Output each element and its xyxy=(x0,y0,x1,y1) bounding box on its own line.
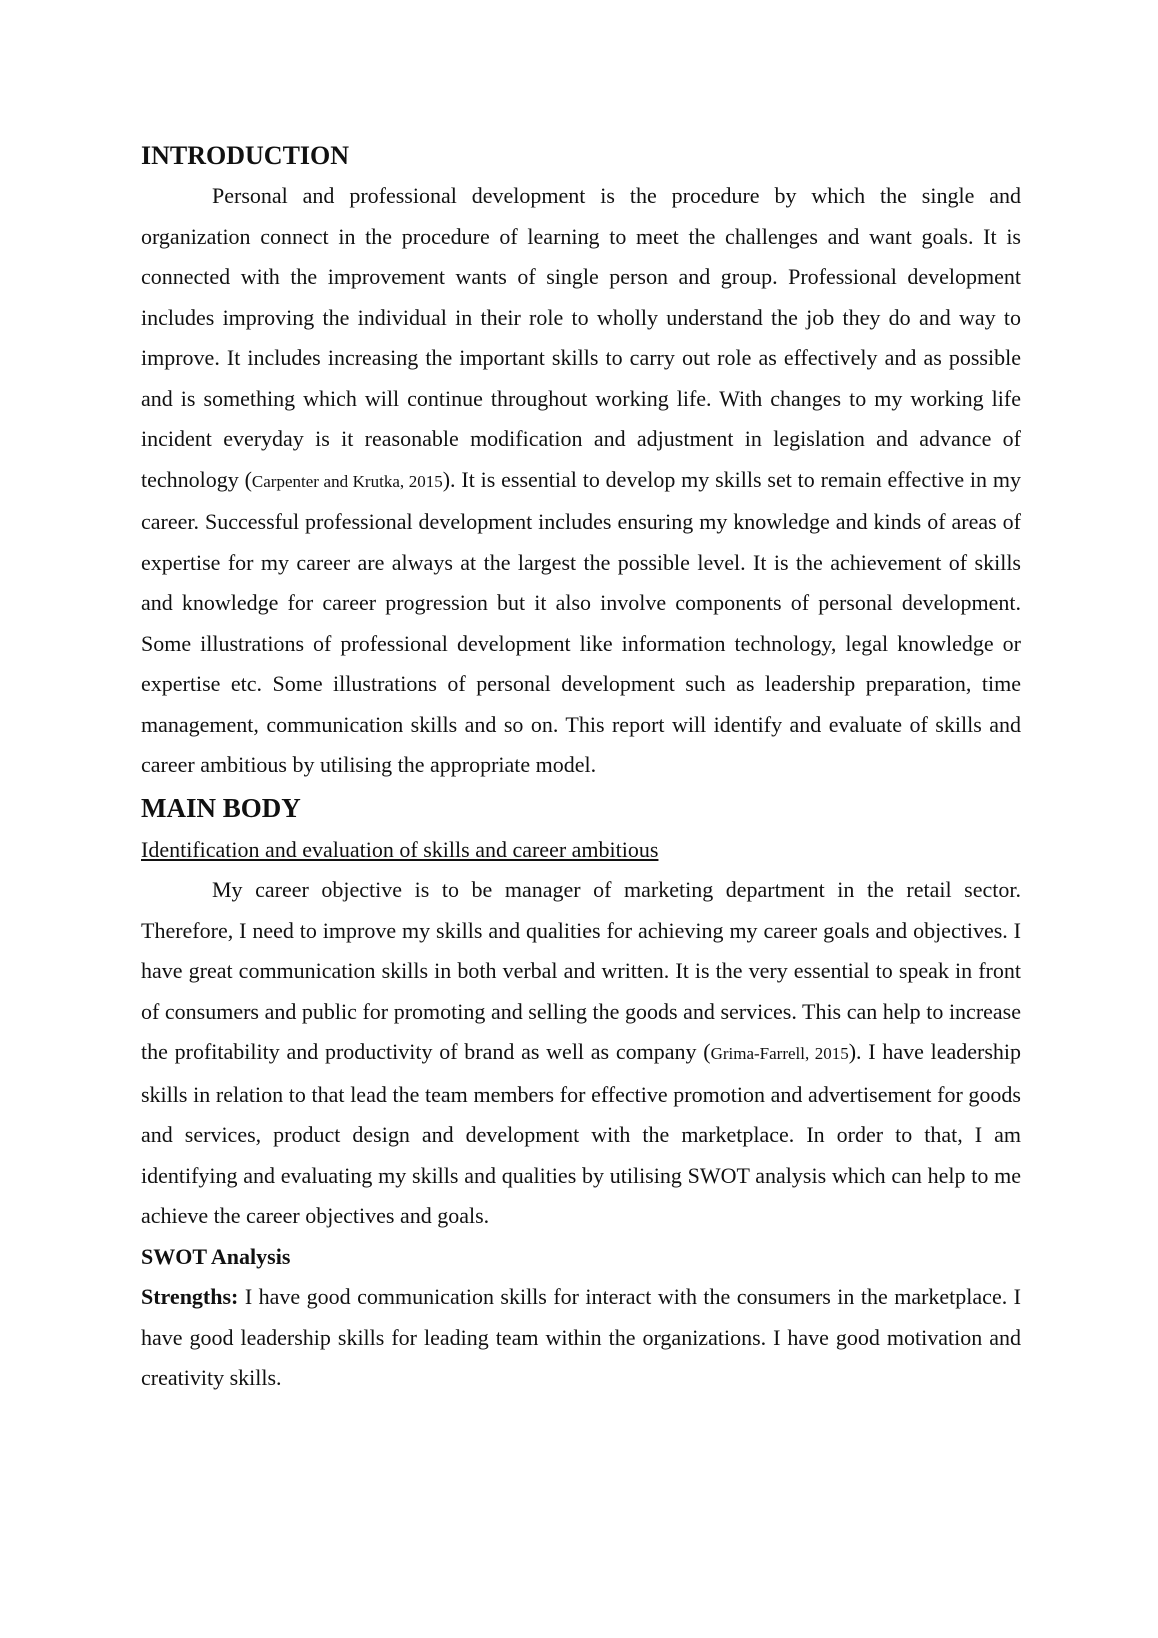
career-text-1: My career objective is to be manager of marketing department in the retail sector. Therefore, I need to improve my skills and qualities for achieving my career goals and objectives. I have great communication skills in both verbal and written. It is the very essential to speak in front of consumers and public for promoting and selling the goods and services. This can help to increase the profitability and productivity of brand as well as company ( xyxy=(141,877,1021,1064)
citation-carpenter-krutka: Carpenter and Krutka, 2015 xyxy=(251,471,443,491)
swot-heading: SWOT Analysis xyxy=(141,1243,291,1269)
career-objective-paragraph xyxy=(141,870,1021,1237)
document-page xyxy=(141,138,1021,1399)
strengths-text: I have good communication skills for interact with the consumers in the marketplace. I have good leadership skills for leading team within the organizations. I have good motivation and creativity skills. xyxy=(141,1284,1021,1390)
identification-subheading: Identification and evaluation of skills and career ambitious xyxy=(141,836,659,862)
strengths-label: Strengths: xyxy=(141,1284,239,1309)
introduction-paragraph xyxy=(141,176,1021,786)
career-text-2: ). I have leadership skills in relation to that lead the team members for effective promotion and advertisement for goods and services, product design and development with the marketplace. In order to that, I am identifying and evaluating my skills and qualities by utilising SWOT analysis which can help to me achieve the career objectives and goals. xyxy=(141,1039,1022,1228)
introduction-heading: INTRODUCTION xyxy=(141,141,350,170)
introduction-text-1: Personal and professional development is the procedure by which the single and organization connect in the procedure of learning to meet the challenges and want goals. It is connected with the improvement wants of single person and group. Professional development includes improving the individual in their role to wholly understand the job they do and way to improve. It includes increasing the important skills to carry out role as effectively and as possible and is something which will continue throughout working life. With changes to my working life incident everyday is it reasonable modification and adjustment in legislation and advance of technology ( xyxy=(141,183,1021,492)
main-body-heading: MAIN BODY xyxy=(141,792,301,823)
strengths-paragraph xyxy=(141,1277,1021,1399)
citation-grima-farrell: Grima-Farrell, 2015 xyxy=(710,1044,849,1063)
introduction-text-2: ). It is essential to develop my skills set to remain effective in my career. Successful professional development includes ensuring my knowledge and kinds of areas of expertise for my career are always at the largest the possible level. It is the achievement of skills and knowledge for career progression but it also involve components of personal development. Some illustrations of professional development like information technology, legal knowledge or expertise etc. Some illustrations of personal development such as leadership preparation, time management, communication skills and so on. This report will identify and evaluate of skills and career ambitious by utilising the appropriate model. xyxy=(141,466,1021,777)
